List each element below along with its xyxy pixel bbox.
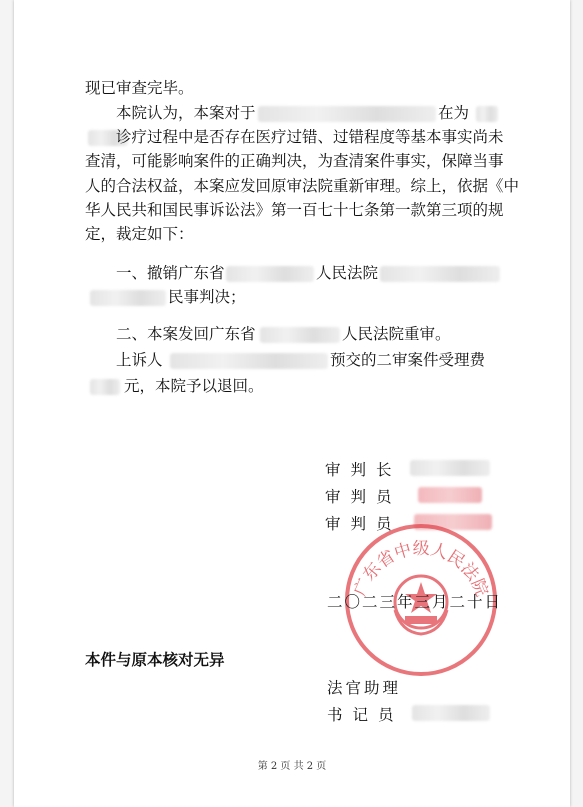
ruling-item-2-end: 人民法院重审。 bbox=[342, 325, 451, 343]
judge-assistant-label: 法官助理 bbox=[327, 679, 402, 697]
redaction bbox=[412, 705, 490, 721]
body-line-4: 查清，可能影响案件的正确判决，为查清案件事实，保障当事 bbox=[85, 152, 504, 170]
redaction bbox=[410, 460, 490, 476]
body-line-5: 人的合法权益，本案应发回原审法院重新审理。综上，依据《中 bbox=[85, 177, 520, 195]
judge-label-1: 审判员 bbox=[325, 488, 402, 506]
body-line-1: 现已审查完毕。 bbox=[85, 79, 194, 97]
ruling-item-3: 上诉人 bbox=[116, 351, 163, 369]
seal-text: 中级人民法院 bbox=[391, 538, 492, 600]
redaction bbox=[380, 266, 500, 282]
ruling-item-1: 一、撤销广东省 bbox=[116, 264, 225, 282]
body-line-3: 诊疗过程中是否存在医疗过错、过错程度等基本事实尚未 bbox=[116, 128, 504, 146]
redaction bbox=[90, 290, 166, 306]
redaction bbox=[258, 106, 436, 122]
document-page bbox=[14, 0, 570, 807]
redaction bbox=[418, 487, 482, 503]
redaction bbox=[260, 327, 340, 343]
body-line-6: 华人民共和国民事诉讼法》第一百七十七条第一款第三项的规 bbox=[85, 201, 504, 219]
seal-prefix: 广东省 bbox=[350, 546, 399, 600]
presiding-judge-label: 审判长 bbox=[325, 461, 402, 479]
body-line-2-start: 本院认为，本案对于 bbox=[116, 104, 256, 122]
redaction bbox=[170, 353, 328, 369]
ruling-item-2: 二、本案发回广东省 bbox=[116, 325, 256, 343]
ruling-item-1-court: 人民法院 bbox=[316, 264, 379, 282]
body-line-7: 定，裁定如下： bbox=[85, 225, 194, 243]
body-line-2-end: 在为 bbox=[438, 104, 470, 122]
page-footer: 第 2 页 共 2 页 bbox=[257, 761, 327, 772]
ruling-item-3-fee: 预交的二审案件受理费 bbox=[330, 351, 486, 369]
clerk-label: 书记员 bbox=[327, 706, 404, 724]
judge-label-2: 审判员 bbox=[325, 515, 402, 533]
ruling-item-3-end: 元，本院予以退回。 bbox=[124, 377, 264, 395]
redaction bbox=[90, 379, 120, 395]
signing-date: 二〇二三年三月二十日 bbox=[327, 593, 503, 611]
verification-note: 本件与原本核对无异 bbox=[85, 650, 225, 669]
redaction bbox=[226, 266, 314, 282]
redaction bbox=[476, 106, 498, 122]
ruling-item-1-end: 民事判决； bbox=[168, 288, 246, 306]
